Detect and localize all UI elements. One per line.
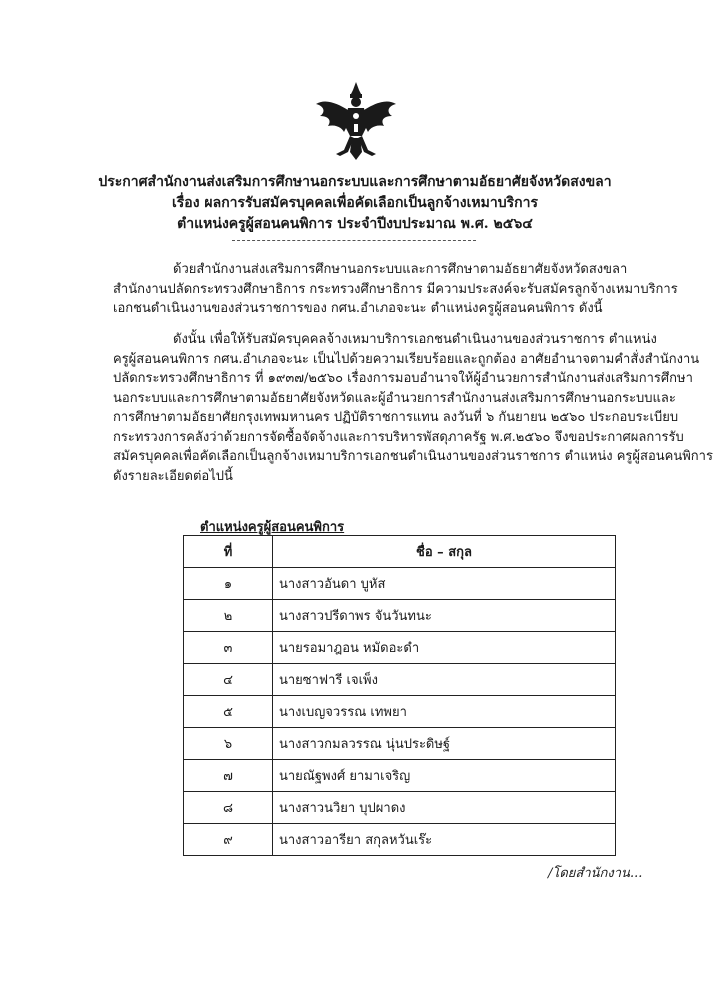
header-divider	[232, 240, 476, 241]
table-row	[184, 824, 616, 856]
row-name: นางสาวปรีดาพร จันวันทนะ	[273, 600, 616, 632]
paragraph-line: ปลัดกระทรวงศึกษาธิการ ที่ ๑๙๓๗/๒๕๖๐ เรื่องการมอบอำนาจให้ผู้อำนวยการสำนักงานส่งเสริมการศึกษา	[113, 371, 693, 386]
authority-paragraph	[113, 330, 713, 486]
paragraph-line: สำนักงานปลัดกระทรวงศึกษาธิการ กระทรวงศึกษาธิการ มีความประสงค์จะรับสมัครลูกจ้างเหมาบริการ	[113, 281, 678, 297]
paragraph-line: ดังนั้น เพื่อให้รับสมัครบุคคลจ้างเหมาบริการเอกชนดำเนินงานของส่วนราชการ ตำแหน่ง	[173, 332, 657, 347]
table-row	[184, 568, 616, 600]
table-header-row	[184, 536, 616, 568]
row-name: นายซาฟารี เจเพ็ง	[273, 664, 616, 696]
paragraph-line: การศึกษาตามอัธยาศัยกรุงเทพมหานคร ปฏิบัติราชการแทน ลงวันที่ ๖ กันยายน ๒๕๖๐ ประกอบระเบียบ	[113, 410, 679, 425]
paragraph-line: ดังรายละเอียดต่อไปนี้	[113, 468, 233, 484]
row-number: ๙	[184, 824, 273, 856]
paragraph-line: ด้วยสำนักงานส่งเสริมการศึกษานอกระบบและการศึกษาตามอัธยาศัยจังหวัดสงขลา	[173, 262, 628, 277]
row-name: นางสาวอันดา บูหัส	[273, 568, 616, 600]
row-name: นางสาวนวิยา บุปผาดง	[273, 792, 616, 824]
garuda-emblem-icon	[314, 80, 398, 164]
continuation-note: /โดยสำนักงาน...	[548, 866, 643, 881]
row-number: ๖	[184, 728, 273, 760]
table-title: ตำแหน่งครูผู้สอนคนพิการ	[200, 520, 345, 535]
paragraph-line: ครูผู้สอนคนพิการ กศน.อำเภอจะนะ เป็นไปด้วยความเรียบร้อยและถูกต้อง อาศัยอำนาจตามคำสั่งสำนักงาน	[113, 351, 700, 367]
row-number: ๘	[184, 792, 273, 824]
row-number: ๒	[184, 600, 273, 632]
table-row	[184, 760, 616, 792]
row-name: นางเบญจวรรณ เทพยา	[273, 696, 616, 728]
paragraph-line: เอกชนดำเนินงานของส่วนราชการของ กศน.อำเภอจะนะ ตำแหน่งครูผู้สอนคนพิการ ดังนี้	[113, 301, 603, 316]
table-row	[184, 696, 616, 728]
table-row	[184, 632, 616, 664]
column-header-name: ชื่อ – สกุล	[273, 536, 616, 568]
row-name: นายณัฐพงศ์ ยามาเจริญ	[273, 760, 616, 792]
row-number: ๑	[184, 568, 273, 600]
row-name: นางสาวกมลวรรณ นุ่นประดิษฐ์	[273, 728, 616, 760]
candidate-table	[183, 535, 616, 856]
row-number: ๔	[184, 664, 273, 696]
row-name: นายรอมาฎอน หมัดอะดำ	[273, 632, 616, 664]
table-row	[184, 728, 616, 760]
table-row	[184, 792, 616, 824]
paragraph-line: สมัครบุคคลเพื่อคัดเลือกเป็นลูกจ้างเหมาบริการเอกชนดำเนินงานของส่วนราชการ ตำแหน่ง ครูผู้สอนคนพิการ	[113, 449, 713, 464]
paragraph-line: นอกระบบและการศึกษาตามอัธยาศัยจังหวัดและผู้อำนวยการสำนักงานส่งเสริมการศึกษานอกระบบและ	[113, 390, 676, 406]
announcement-position: ตำแหน่งครูผู้สอนคนพิการ ประจำปีงบประมาณ พ.ศ. ๒๕๖๔	[177, 216, 533, 232]
row-number: ๕	[184, 696, 273, 728]
column-header-no: ที่	[184, 536, 273, 568]
row-name: นางสาวอารียา สกุลหวันเร๊ะ	[273, 824, 616, 856]
row-number: ๓	[184, 632, 273, 664]
paragraph-line: กระทรวงการคลังว่าด้วยการจัดซื้อจัดจ้างและการบริหารพัสดุภาครัฐ พ.ศ.๒๕๖๐ จึงขอประกาศผลการรับ	[113, 429, 684, 445]
announcement-header	[60, 172, 650, 235]
table-row	[184, 664, 616, 696]
announcement-title: ประกาศสำนักงานส่งเสริมการศึกษานอกระบบและการศึกษาตามอัธยาศัยจังหวัดสงขลา	[98, 174, 612, 190]
row-number: ๗	[184, 760, 273, 792]
intro-paragraph	[113, 260, 678, 319]
announcement-subject: เรื่อง ผลการรับสมัครบุคคลเพื่อคัดเลือกเป็นลูกจ้างเหมาบริการ	[171, 195, 539, 211]
table-row	[184, 600, 616, 632]
